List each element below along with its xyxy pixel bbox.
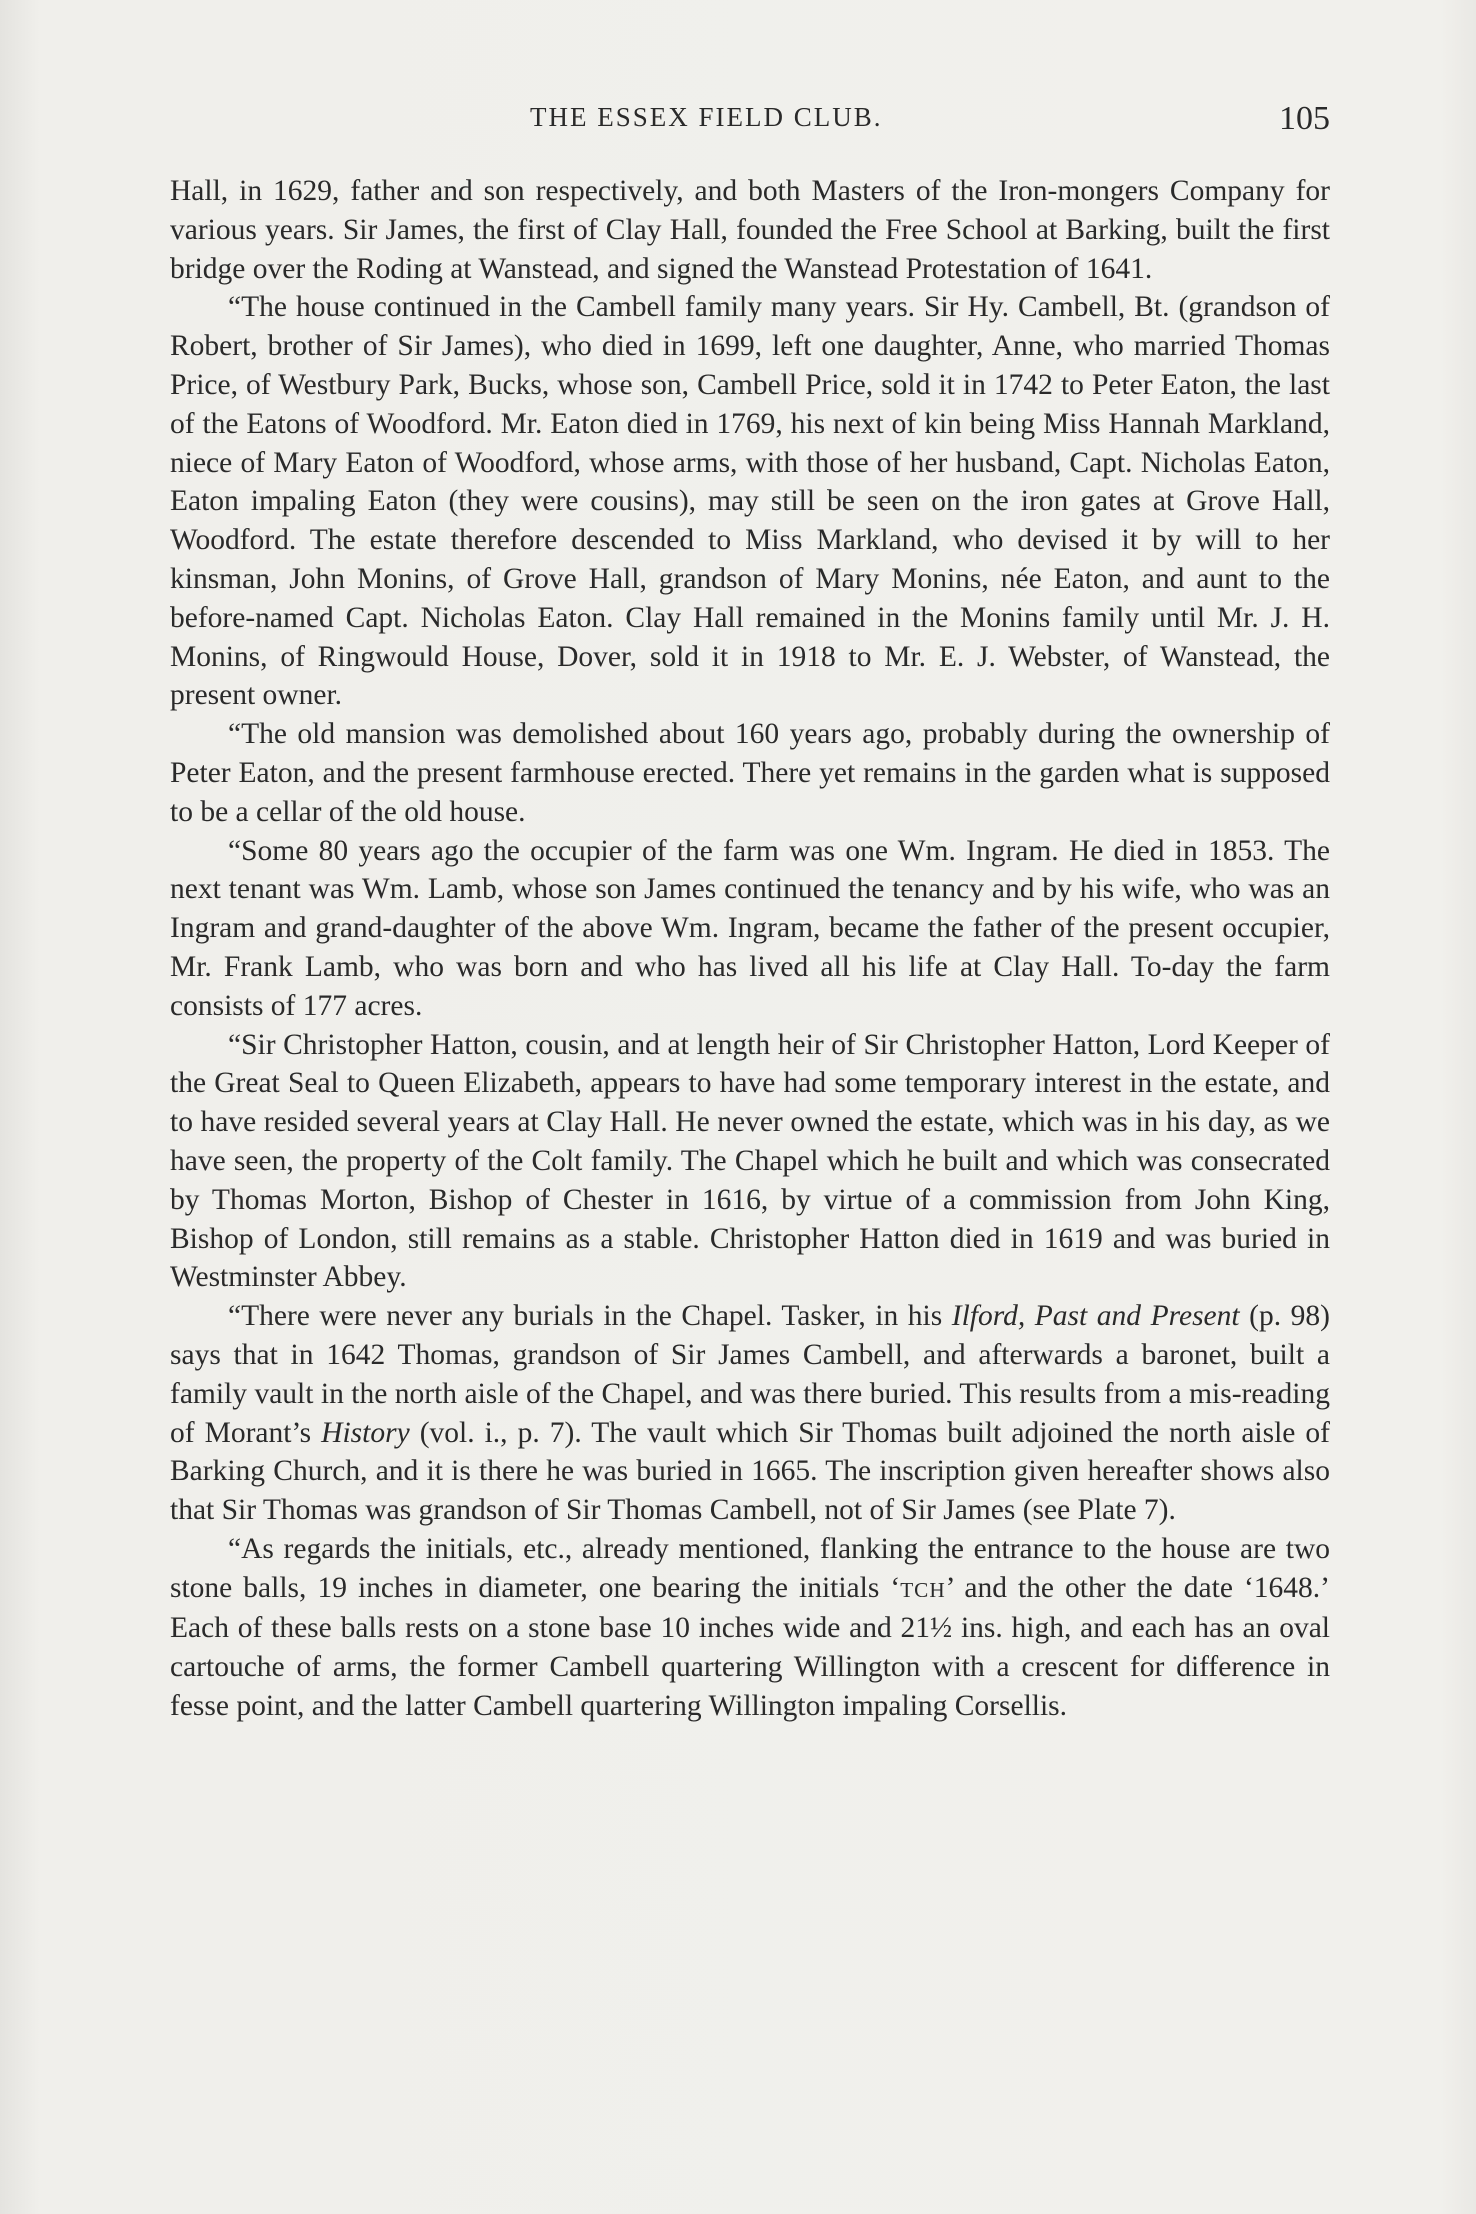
paragraph-1: Hall, in 1629, father and son respectively, and both Masters of the Iron-mongers Company for various years. Sir James, the first of Clay Hall, founded the Free School at Barking, built the first bridge over the Roding at Wanstead, and signed the Wanstead Protestation of 1641. <box>170 175 1330 285</box>
body-text <box>170 172 1330 1726</box>
paragraph-6-text-a: “There were never any burials in the Chapel. Tasker, in his <box>228 1300 952 1333</box>
initials-tch: TCH <box>900 1577 946 1602</box>
paragraph-2: “The house continued in the Cambell family many years. Sir Hy. Cambell, Bt. (grandson of Robert, brother of Sir James), who died in 1699, left one daughter, Anne, who married Thomas Price, of Westbury Park, Bucks, whose son, Cambell Price, sold it in 1742 to Peter Eaton, the last of the Eatons of Woodford. Mr. Eaton died in 1769, his next of kin being Miss Hannah Markland, niece of Mary Eaton of Woodford, whose arms, with those of her husband, Capt. Nicholas Eaton, Eaton impaling Eaton (they were cousins), may still be seen on the iron gates at Grove Hall, Woodford. The estate therefore descended to Miss Markland, who devised it by will to her kinsman, John Monins, of Grove Hall, grandson of Mary Monins, née Eaton, and aunt to the before-named Capt. Nicholas Eaton. Clay Hall remained in the Monins family until Mr. J. H. Monins, of Ringwould House, Dover, sold it in 1918 to Mr. E. J. Webster, of Wanstead, the present owner. <box>170 291 1330 712</box>
running-title: THE ESSEX FIELD CLUB. <box>530 102 883 132</box>
paragraph-7 <box>170 1530 1330 1726</box>
book-title-history: History <box>321 1416 410 1449</box>
page-header <box>170 100 1330 144</box>
paragraph-4: “Some 80 years ago the occupier of the farm was one Wm. Ingram. He died in 1853. The next tenant was Wm. Lamb, whose son James continued the tenancy and by his wife, who was an Ingram and grand-daughter of the above Wm. Ingram, became the father of the present occupier, Mr. Frank Lamb, who was born and who has lived all his life at Clay Hall. To-day the farm consists of 177 acres. <box>170 834 1330 1022</box>
paragraph-6 <box>170 1297 1330 1530</box>
book-title-ilford: Ilford, Past and Present <box>951 1300 1240 1333</box>
paragraph-6-text-e: (vol. i., p. 7). The vault which Sir Thomas built adjoined the north aisle of Barking Church, and it is there he was buried in 1665. The inscription given hereafter shows also that Sir Thomas was grandson of Sir Thomas Cambell, not of Sir James (see Plate 7). <box>170 1416 1330 1527</box>
paragraph-5: “Sir Christopher Hatton, cousin, and at length heir of Sir Christopher Hatton, Lord Keeper of the Great Seal to Queen Elizabeth, appears to have had some temporary interest in the estate, and to have resided several years at Clay Hall. He never owned the estate, which was in his day, as we have seen, the property of the Colt family. The Chapel which he built and which was consecrated by Thomas Morton, Bishop of Chester in 1616, by virtue of a commission from John King, Bishop of London, still remains as a stable. Christopher Hatton died in 1619 and was buried in Westminster Abbey. <box>170 1028 1330 1294</box>
paragraph-3: “The old mansion was demolished about 160 years ago, probably during the ownership of Peter Eaton, and the present farmhouse erected. There yet remains in the garden what is supposed to be a cellar of the old house. <box>170 718 1330 828</box>
paragraph-7-text-c: ’ and the other the date ‘1648.’ Each of these balls rests on a stone base 10 inches wide and 21½ ins. high, and each has an oval cartouche of arms, the former Cambell quartering Willington with a crescent for difference in fesse point, and the latter Cambell quartering Willington impaling Corsellis. <box>170 1571 1330 1723</box>
page-number: 105 <box>1279 100 1330 137</box>
paragraph-6-text-c: (p. 98) says that in 1642 Thomas, grandson of Sir James Cambell, and afterwards a baronet, built a family vault in the north aisle of the Chapel, and was there buried. This results from a mis-reading of Morant’s <box>170 1300 1330 1449</box>
paragraph-7-text-a: “As regards the initials, etc., already mentioned, flanking the entrance to the house are two stone balls, 19 inches in diameter, one bearing the initials ‘ <box>170 1532 1330 1604</box>
